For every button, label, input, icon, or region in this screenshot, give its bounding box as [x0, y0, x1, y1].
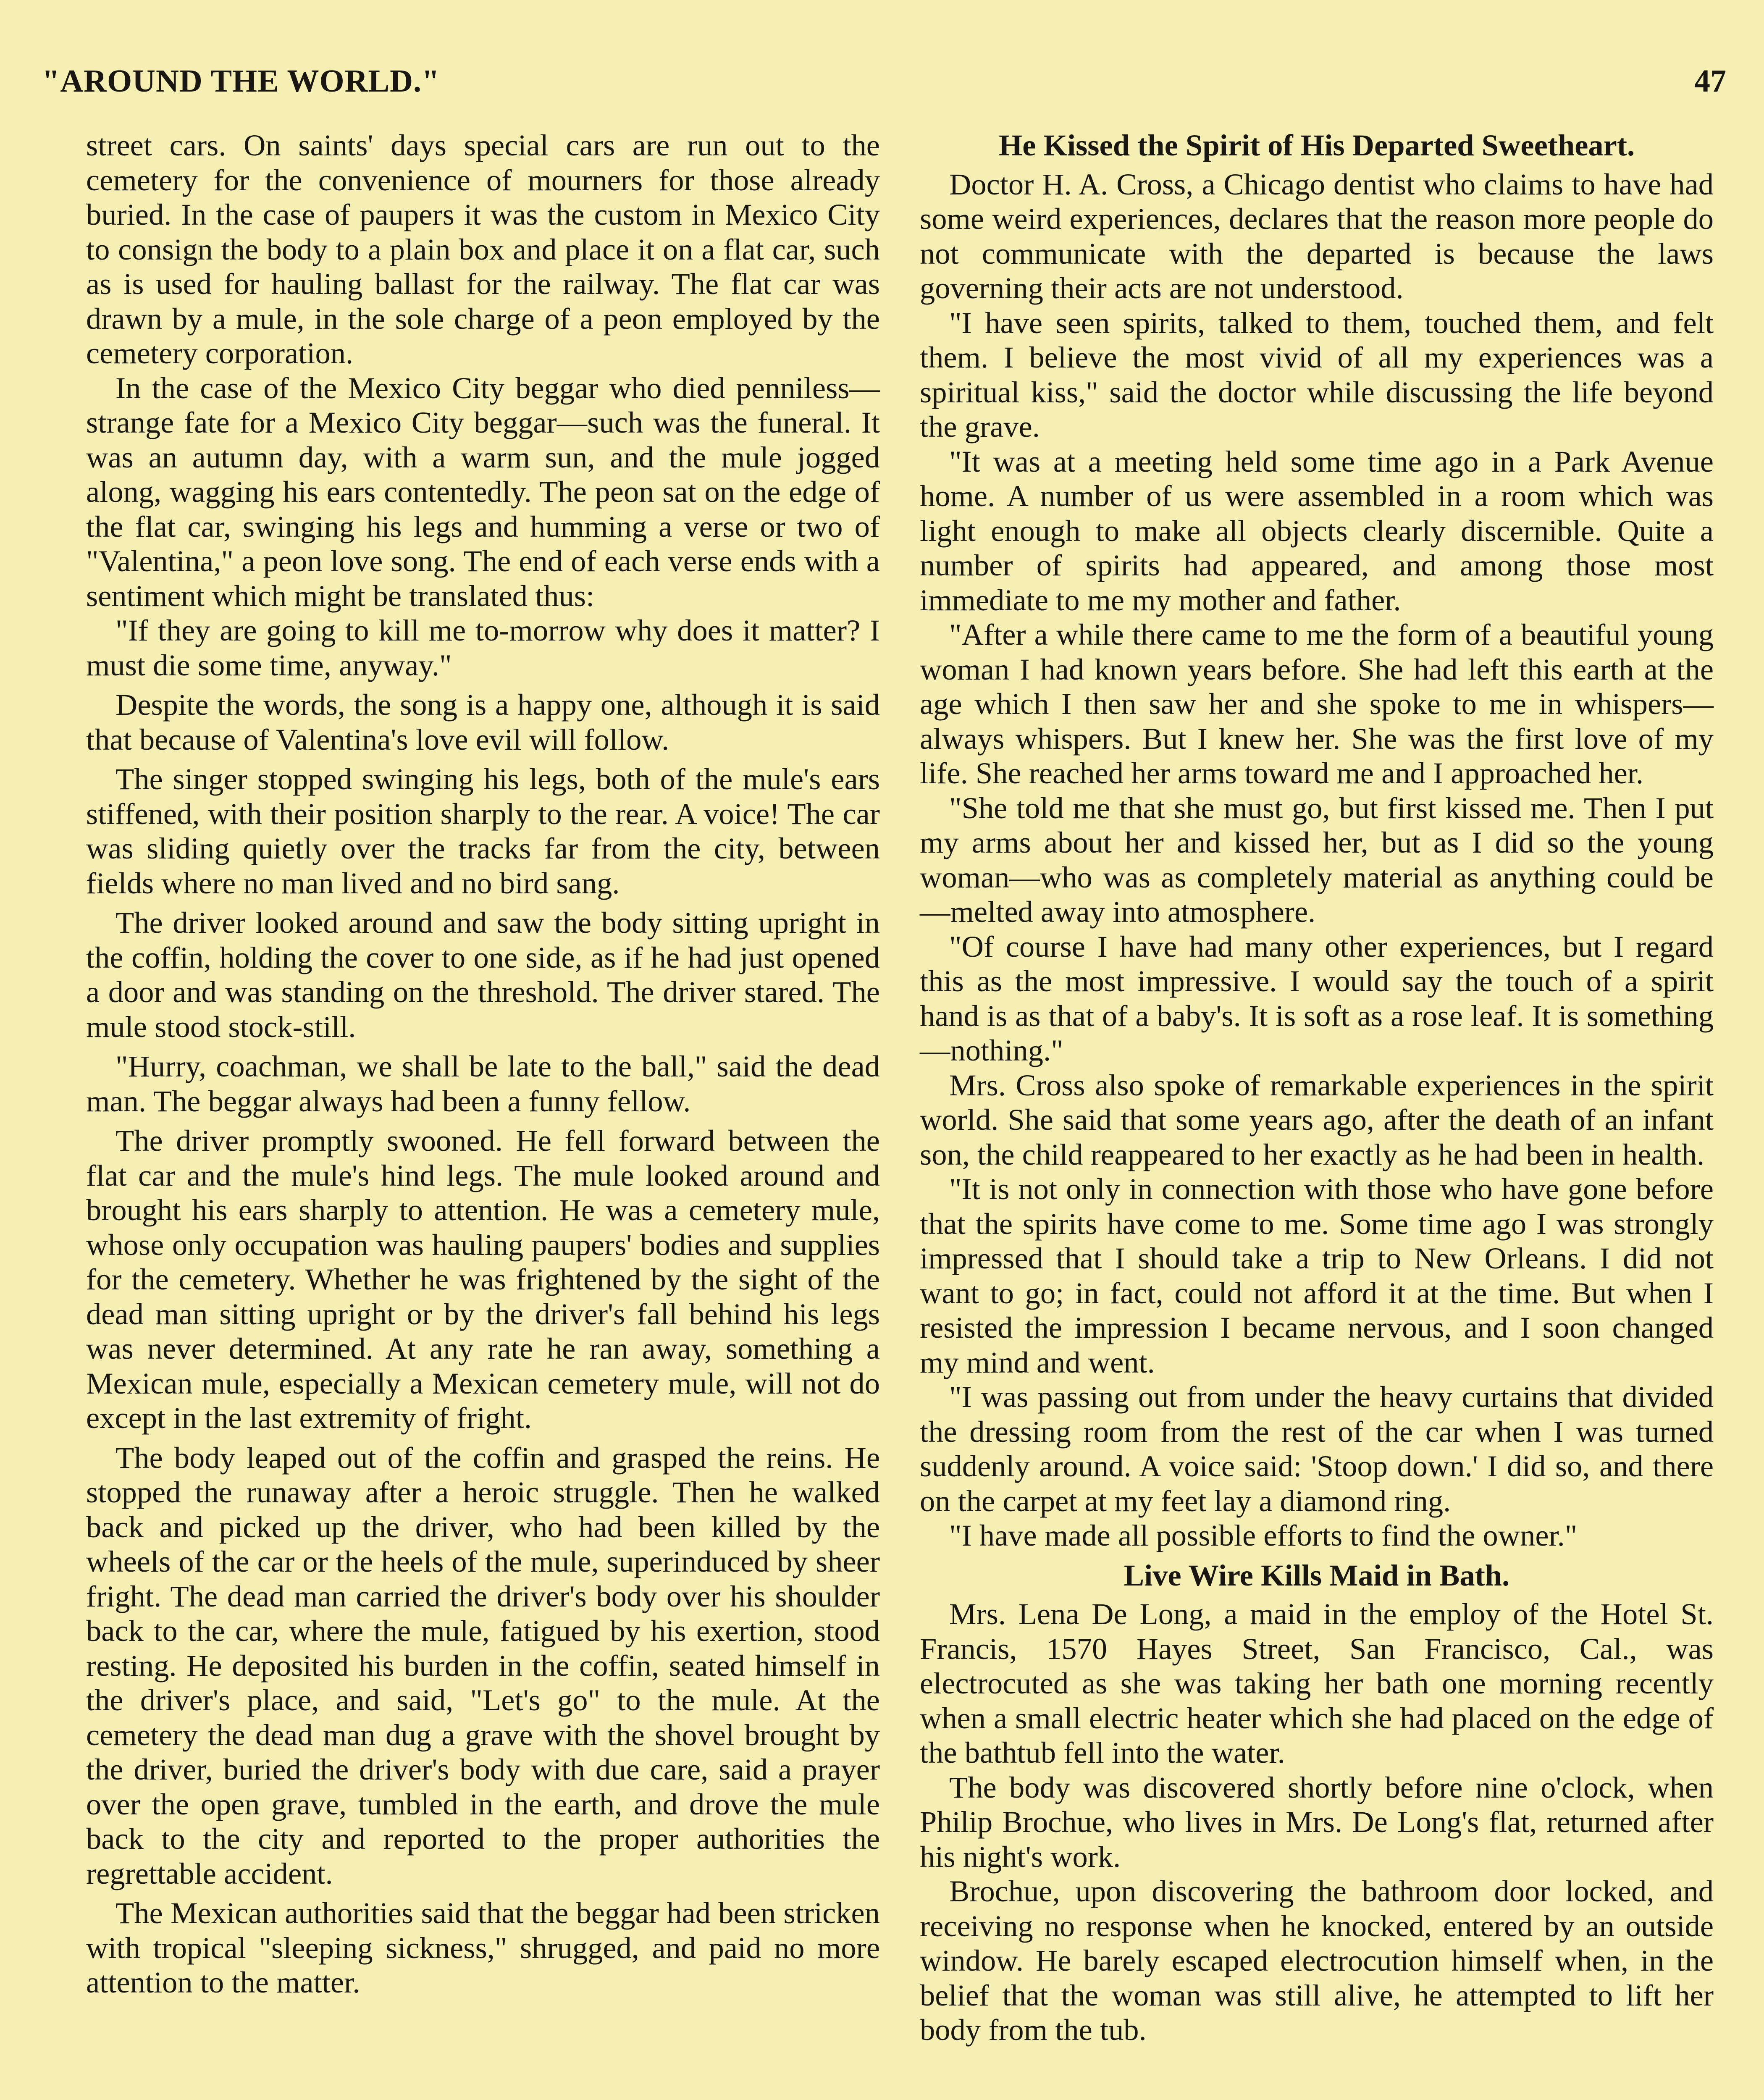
paragraph: Doctor H. A. Cross, a Chicago dentist who claims to have had some weird experiences, declares that the reason more people do not communicate with the departed is because the laws governing their acts are not understood.: [920, 167, 1714, 305]
paragraph: "If they are going to kill me to-morrow why does it matter? I must die some time, anyway.": [86, 613, 880, 682]
paragraph: Mrs. Lena De Long, a maid in the employ of the Hotel St. Francis, 1570 Hayes Street, San Francisco, Cal., was electrocuted as she was taking her bath one morning recently when a small electric heater which she had placed on the edge of the bathtub fell into the water.: [920, 1597, 1714, 1769]
paragraph: The singer stopped swinging his legs, both of the mule's ears stiffened, with their position sharply to the rear. A voice! The car was sliding quietly over the tracks far from the city, between fields where no man lived and no bird sang.: [86, 762, 880, 900]
paragraph: "I have seen spirits, talked to them, touched them, and felt them. I believe the most vivid of all my experiences was a spiritual kiss," said the doctor while discussing the life beyond the grave.: [920, 305, 1714, 444]
page-header: [42, 63, 1726, 113]
page-number: 47: [1694, 63, 1726, 99]
paragraph: Mrs. Cross also spoke of remarkable experiences in the spirit world. She said that some years ago, after the death of an infant son, the child reappeared to her exactly as he had been in health.: [920, 1068, 1714, 1171]
right-column: [920, 128, 1714, 2048]
paragraph: The driver promptly swooned. He fell forward between the flat car and the mule's hind legs. The mule looked around and brought his ears sharply to attention. He was a cemetery mule, whose only occupation was hauling paupers' bodies and supplies for the cemetery. Whether he was frightened by the sight of the dead man sitting upright or by the driver's fall behind his legs was never determined. At any rate he ran away, something a Mexican mule, especially a Mexican cemetery mule, will not do except in the last extremity of fright.: [86, 1124, 880, 1435]
paragraph: "Hurry, coachman, we shall be late to the ball," said the dead man. The beggar always had been a funny fellow.: [86, 1049, 880, 1118]
running-title: "AROUND THE WORLD.": [42, 63, 440, 99]
paragraph: street cars. On saints' days special cars are run out to the cemetery for the convenience of mourners for those already buried. In the case of paupers it was the custom in Mexico City to consign the body to a plain box and place it on a flat car, such as is used for hauling ballast for the railway. The flat car was drawn by a mule, in the sole charge of a peon employed by the cemetery corporation.: [86, 128, 880, 370]
paragraph: The body was discovered shortly before nine o'clock, when Philip Brochue, who lives in Mrs. De Long's flat, returned after his night's work.: [920, 1770, 1714, 1874]
paragraph: The body leaped out of the coffin and grasped the reins. He stopped the runaway after a heroic struggle. Then he walked back and picked up the driver, who had been killed by the wheels of the car or the heels of the mule, superinduced by sheer fright. The dead man carried the driver's body over his shoulder back to the car, where the mule, fatigued by his exertion, stood resting. He deposited his burden in the coffin, seated himself in the driver's place, and said, "Let's go" to the mule. At the cemetery the dead man dug a grave with the shovel brought by the driver, buried the driver's body with due care, said a prayer over the open grave, tumbled in the earth, and drove the mule back to the city and reported to the proper authorities the regrettable accident.: [86, 1440, 880, 1890]
paragraph: Brochue, upon discovering the bathroom door locked, and receiving no response when he knocked, entered by an outside window. He barely escaped electrocution himself when, in the belief that the woman was still alive, he attempted to lift her body from the tub.: [920, 1874, 1714, 2047]
paragraph: "She told me that she must go, but first kissed me. Then I put my arms about her and kissed her, but as I did so the young woman—who was as completely material as anything could be—melted away into atmosphere.: [920, 790, 1714, 929]
section-heading: He Kissed the Spirit of His Departed Sweetheart.: [998, 128, 1635, 162]
paragraph: "I have made all possible efforts to find the owner.": [949, 1518, 1578, 1552]
section-heading: Live Wire Kills Maid in Bath.: [1124, 1558, 1510, 1592]
paragraph: The Mexican authorities said that the beggar had been stricken with tropical "sleeping sickness," shrugged, and paid no more attention to the matter.: [86, 1896, 880, 1999]
paragraph: In the case of the Mexico City beggar who died penniless—strange fate for a Mexico City beggar—such was the funeral. It was an autumn day, with a warm sun, and the mule jogged along, wagging his ears contentedly. The peon sat on the edge of the flat car, swinging his legs and humming a verse or two of "Valentina," a peon love song. The end of each verse ends with a sentiment which might be translated thus:: [86, 370, 880, 613]
paragraph: "I was passing out from under the heavy curtains that divided the dressing room from the rest of the car when I was turned suddenly around. A voice said: 'Stoop down.' I did so, and there on the carpet at my feet lay a diamond ring.: [920, 1380, 1714, 1518]
paragraph: The driver looked around and saw the body sitting upright in the coffin, holding the cover to one side, as if he had just opened a door and was standing on the threshold. The driver stared. The mule stood stock-still.: [86, 906, 880, 1044]
left-column: [86, 128, 880, 2005]
paragraph: "After a while there came to me the form of a beautiful young woman I had known years before. She had left this earth at the age which I then saw her and she spoke to me in whispers—always whispers. But I knew her. She was the first love of my life. She reached her arms toward me and I approached her.: [920, 617, 1714, 790]
paragraph: "It was at a meeting held some time ago in a Park Avenue home. A number of us were assembled in a room which was light enough to make all objects clearly discernible. Quite a number of spirits had appeared, and among those most immediate to me my mother and father.: [920, 444, 1714, 617]
paragraph: Despite the words, the song is a happy one, although it is said that because of Valentina's love evil will follow.: [86, 688, 880, 756]
paragraph: "Of course I have had many other experiences, but I regard this as the most impressive. I would say the touch of a spirit hand is as that of a baby's. It is soft as a rose leaf. It is something—nothing.": [920, 929, 1714, 1067]
paragraph: "It is not only in connection with those who have gone before that the spirits have come to me. Some time ago I was strongly impressed that I should take a trip to New Orleans. I did not want to go; in fact, could not afford it at the time. But when I resisted the impression I became nervous, and I soon changed my mind and went.: [920, 1172, 1714, 1379]
